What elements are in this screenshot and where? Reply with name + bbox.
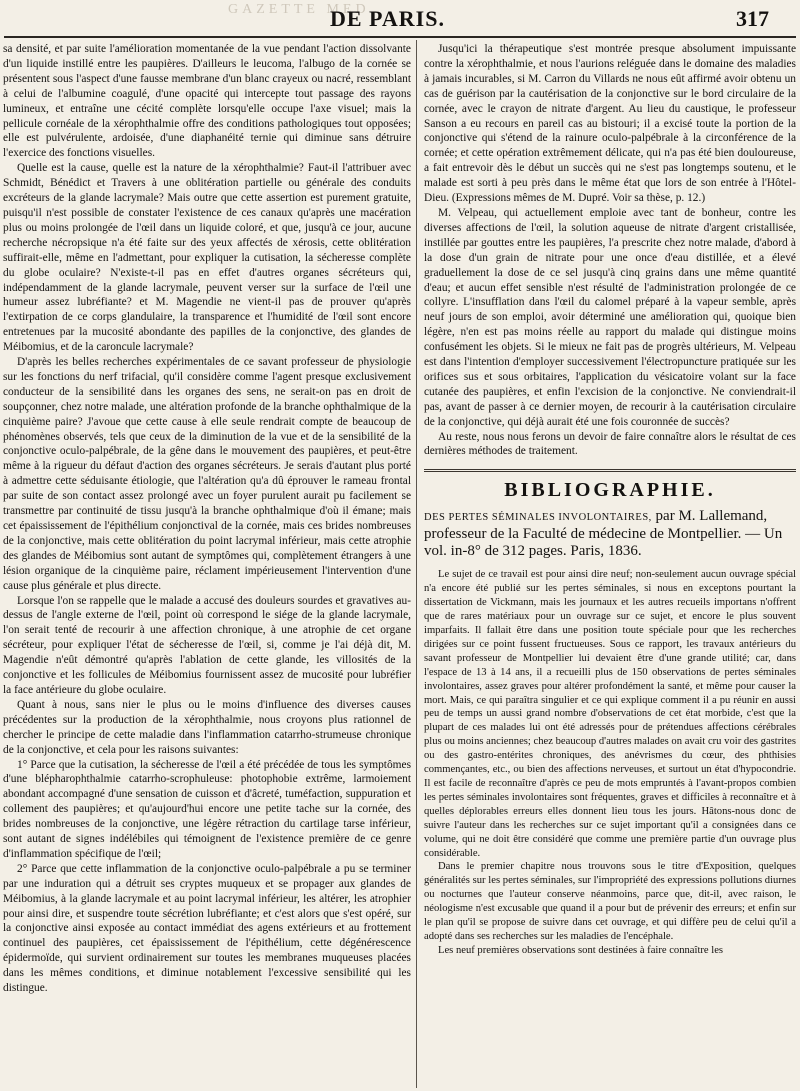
paragraph: 1° Parce que la cutisation, la sécheresse de l'œil a été précédée de tous les symptômes d'une blépharophthalmie catarrho-scrophuleuse: photophobie extrême, larmoiement abondant accompagné d'une sensation de cuisson et d'âcreté, tuméfaction, suppuration et collement des paupières; et qu'aujourd'hui encore une petite tache sur la cornée, des brides nombreuses de la conjonctive, une légère rétraction du cartilage tarse inférieur, sont autant de signes indélébiles qui témoignent de l'existence première de ce genre d'inflammation spécifique de l'œil; <box>3 758 411 860</box>
paragraph: Le sujet de ce travail est pour ainsi dire neuf; non-seulement aucun ouvrage spécial n'a encore été publié sur les pertes séminales, si nous en exceptons pourtant la dissertation de Vickmann, mais les journaux et les autres recueils importans n'offrent que de rares matériaux pour un ouvrage sur ce sujet, et encore le plus souvent imparfaits. Il fallait être dans une position toute spéciale pour que les recherches dirigées sur ce point fussent fructueuses. Sous ce rapport, les travaux antérieurs du savant professeur de Montpellier lui devaient être d'une grande utilité; car, dans l'espace de 13 à 14 ans, il a recueilli plus de 150 observations de pertes séminales involontaires, assez graves pour altérer profondément la santé, et même pour causer la mort. Mais, ce qui paraîtra singulier et ce qui explique comment il a pu réunir en aussi peu de temps un aussi grand nombre d'observations de cet état morbide, c'est que la plupart de ces malades lui ont été adressés pour de prétendues affections cérébrales plus ou moins anciennes; chez beaucoup d'autres malades on avait cru voir des gastrites ou des gastro-entérites chroniques, des anévrismes du cœur, des phthisies commençantes, etc., ou bien des affections nerveuses, et surtout un état d'hypocondrie. Il est facile de reconnaître d'après ce peu de mots empruntés à l'avant-propos combien les pertes séminales involontaires sont fréquentes, graves et difficiles à reconnaître et à quelles déplorables erreurs elles donnent lieu tous les jours. Hâtons-nous donc de suivre l'auteur dans les recherches sur ce sujet important qu'il a consignées dans ce volume, qui ne doit être considéré que comme une première partie d'un ouvrage plus considérable. <box>424 569 796 859</box>
running-title: DE PARIS. <box>330 6 445 31</box>
page-number: 317 <box>736 6 769 31</box>
paragraph: Quant à nous, sans nier le plus ou le moins d'influence des diverses causes précédentes sur la production de la xérophthalmie, nous croyons plus rationnel de chercher le principe de cette maladie dans l'inflammation catarrho-strumeuse chronique de la conjonctive, et cela pour les raisons suivantes: <box>3 698 411 756</box>
section-title: BIBLIOGRAPHIE. <box>504 479 716 502</box>
paragraph: Dans le premier chapitre nous trouvons sous le titre d'Exposition, quelques généralités sur les pertes séminales, sur l'impropriété des expressions pollutions diurnes ou nocturnes que l'auteur conserve néanmoins, parce que, dit-il, avec raison, le néologisme n'est excusable que quand il a pour but de prévenir des erreurs; et enfin sur le plan qu'il se propose de suivre dans cet ouvrage, et qui diffère peu de celui qu'il a adopté dans ses recherches sur les maladies de l'encéphale. <box>424 861 796 942</box>
review-body <box>424 568 796 957</box>
paragraph: sa densité, et par suite l'amélioration momentanée de la vue pendant l'action dissolvante d'un liquide instillé entre les paupières. D'ailleurs le leucoma, l'albugo de la cornée se présentent sous l'aspect d'une fausse membrane d'un blanc crayeux ou nacré, ressemblant à celui de l'albumine coagulé, d'une opacité qui intercepte tout passage des rayons lumineux, et entraîne une cécité complète lorsqu'elle occupe l'axe visuel; mais la pellicule cornéale de la xérophthalmie offre des conditions pathologiques tout opposées; elle est pulvérulente, ardoisée, d'une diaphanéité ternie qui diminue sans détruire l'exercice des fonctions visuelles. <box>3 43 411 160</box>
paragraph: 2° Parce que cette inflammation de la conjonctive oculo-palpébrale a pu se terminer par une induration qui a détruit ses cryptes muqueux et se propager aux glandes de Méibomius, à la glande lacrymale et au point lacrymal inférieur, les altérer, les atrophier pour ainsi dire, et suspendre toute sécrétion lubréfiante; et c'est alors que s'est opéré, sur la conjonctive ainsi exposée au contact immédiat des agens extérieurs et au frottement continuel des paupières, cet épaississement de l'épithélium, cette dégénérescence épidermoïde, qui survient ordinairement sur toutes les membranes muqueuses placées dans les mêmes conditions, et diminue notablement l'excessive sensibilité qui les distingue. <box>3 862 411 995</box>
paragraph: Au reste, nous nous ferons un devoir de faire connaître alors le résultat de ces dernières méthodes de traitement. <box>424 430 796 458</box>
header-rule <box>4 36 796 38</box>
paragraph: Jusqu'ici la thérapeutique s'est montrée presque absolument impuissante contre la xérophthalmie, et nous l'aurions reléguée dans le domaine des maladies à jamais incurables, si M. Carron du Villards ne nous eût affirmé avoir obtenu un cas de guérison par la cautérisation de la conjonctive sur le bord circulaire de la cornée, avec le crayon de nitrate d'argent. Au lieu du caustique, le professeur Sanson a eu recours en pareil cas au bistouri; il a excisé toute la portion de la conjonctive qui s'étend de la rainure oculo-palpébrale à la circonférence de la cornée; et cette opération extrêmement délicate, qui n'a pas été bien douloureuse, a fait entrevoir dès le début un succès qui ne s'est pas longtemps soutenu, et le malade est sorti à peu près dans le même état que lors de son entrée à l'Hôtel-Dieu. (Expressions mêmes de M. Dupré. Voir sa thèse, p. 12.) <box>424 43 796 205</box>
paragraph: M. Velpeau, qui actuellement emploie avec tant de bonheur, contre les diverses affections de l'œil, la solution aqueuse de nitrate d'argent cristallisée, instillée par gouttes entre les paupières, l'a prescrite chez notre malade, d'abord à la dose d'un grain de nitrate pour une once d'eau distillée, et a élevé graduellement la dose de ce sel jusqu'à cinq grains dans une même quantité d'eau; et aucun effet sensible n'est résulté de l'administration prolongée de ce collyre. L'insufflation dans l'œil du calomel préparé à la vapeur semble, après neuf jours de son emploi, avoir déterminé une amélioration qui, quoique bien légère, n'en est pas moins réelle au rapport du malade qui distingue moins confusément les objets. Si le mieux ne fait pas de progrès ultérieurs, M. Velpeau est dans l'intention d'employer successivement l'électropuncture pratiquée sur les orifices sus et sous orbitaires, l'application du vésicatoire volant sur la face cutanée des paupières, et enfin l'excision de la conjonctive. Ne conviendrait-il pas, avant de passer à ce dernier moyen, de recourir à la cautérisation circulaire de la conjonctive, qui déjà aurait été une fois couronnée de succès? <box>424 206 796 428</box>
right-column <box>424 42 796 1088</box>
paragraph: D'après les belles recherches expérimentales de ce savant professeur de physiologie sur les fonctions du nerf trifacial, qu'il considère comme l'agent presque exclusivement conducteur de la sensibilité dans les organes des sens, ne serait-on pas en droit de soupçonner, chez notre malade, une altération profonde de la branche ophthalmique de la cinquième paire? J'avoue que cette cause à elle seule rendrait compte de beaucoup de phénomènes observés, tels que ceux de la diminution de la vue et de la sensibilité de la conjonctive oculo-palpébrale, de la gêne dans le mouvement des paupières, et peut-être même à la rigueur du défaut d'action des organes sécréteurs. Je serais d'autant plus porté à admettre cette séduisante étiologie, que l'altération qu'a dû éprouver le rameau frontal par suite de son contact assez prolongé avec un foyer purulent aurait pu facilement se transmettre par continuité de tissu jusqu'à la branche ophthalmique d'où il émane; mais cet épaississement de l'épithélium conjonctival de la cornée, mais ces brides nombreuses de la conjonctive, mais cette oblitération du point lacrymal inférieur, mais cette atrophie des glandes de Méibomius sont autant de symptômes qui, complètement étrangers à une lésion organique de la cinquième paire, réclament impérieusement l'intervention d'une cause plus générale et plus directe. <box>3 356 411 592</box>
book-title: DES PERTES SÉMINALES INVOLONTAIRES, <box>424 512 652 524</box>
column-separator <box>416 40 417 1088</box>
section-divider <box>424 469 796 472</box>
left-column <box>3 42 411 1088</box>
page-header <box>0 0 800 42</box>
book-reference <box>424 508 796 560</box>
paragraph: Les neuf premières observations sont destinées à faire connaître les <box>438 944 724 956</box>
paragraph: Lorsque l'on se rappelle que le malade a accusé des douleurs sourdes et gravatives au-dessus de l'angle externe de l'œil, point où correspond le siége de la glande lacrymale, l'on serait tenté de recourir à une affection chronique, à une atrophie de cet organe sécréteur, pour expliquer l'état de sécheresse de l'œil, si, comme je l'ai déjà dit, M. Magendie n'eût démontré qu'après l'ablation de cette glande, les villosités de la conjonctive et les follicules de Méibomius fournissent assez de mucosité pour lubréfier la face antérieure du globe oculaire. <box>3 594 411 696</box>
book-details: par M. Lallemand, professeur de la Faculté de médecine de Montpellier. — Un vol. in-8° de 312 pages. Paris, 1836. <box>424 508 783 560</box>
paragraph: Quelle est la cause, quelle est la nature de la xérophthalmie? Faut-il l'attribuer avec Schmidt, Bénédict et Travers à une oblitération partielle ou générale des conduits excréteurs de la glande lacrymale? Mais outre que cette assertion est purement gratuite, puisqu'il n'est possible de constater l'existence de ces canaux qu'après une macération plus ou moins prolongée de l'œil dans un liquide coloré, et que, jusqu'à ce jour, aucune recherche nécropsique n'a été faite sur des yeux affectés de xérosis, cette oblitération suffirait-elle, même en l'admettant, pour expliquer la cutisation, la sécheresse complète du globe oculaire? N'existe-t-il pas en effet d'autres organes sécréteurs qui, indépendamment de la glande lacrymale, peuvent verser sur la surface de l'œil une humeur assez lubréfiante? et M. Magendie ne vient-il pas de prouver qu'après l'extirpation de ce corps glandulaire, la transparence et l'humidité de l'œil sont encore entretenues par la mucosité abondante des papilles de la conjonctive, des glandes de Méibomius, et de la caroncule lacrymale? <box>3 162 411 354</box>
show-through-text: GAZETTE MED <box>228 2 370 17</box>
